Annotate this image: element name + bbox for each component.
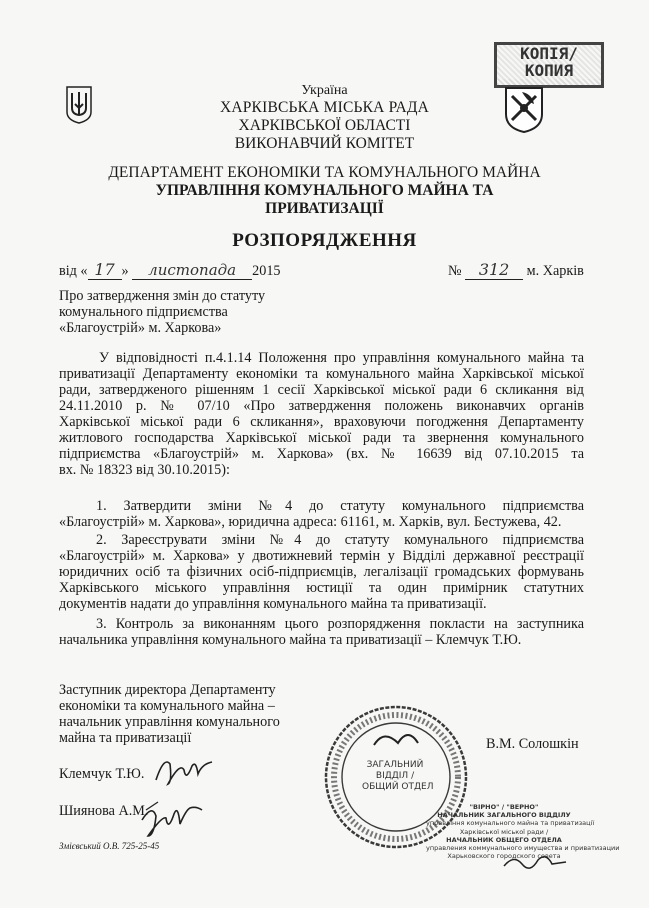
preamble-line: Харківської міської ради 6 скликання», враховуючи погодження Департаменту: [59, 414, 584, 430]
date-prefix: від «: [59, 263, 88, 279]
header-management-line1: УПРАВЛІННЯ КОМУНАЛЬНОГО МАЙНА ТА: [155, 182, 494, 199]
round-seal-line: ЗАГАЛЬНИЙ: [366, 760, 424, 770]
copy-stamp: [494, 42, 604, 88]
cert-stamp-line: НАЧАЛЬНИК ОБЩЕГО ОТДЕЛА: [446, 835, 562, 844]
date-mid: »: [121, 263, 129, 279]
signatory-title-line: майна та приватизації: [59, 730, 192, 746]
round-seal-line: ОБЩИЙ ОТДЕЛ: [362, 782, 434, 792]
item-3-line: 3. Контроль за виконанням цього розпорядження покласти на заступника: [96, 616, 584, 632]
approval-name-1: Клемчук Т.Ю.: [59, 766, 145, 782]
signature-1-icon: [150, 752, 220, 788]
number-label: №: [448, 263, 462, 279]
item-2-line: 2. Зареєструвати зміни №4 до статуту комунального підприємства: [96, 532, 584, 548]
date-month: листопада: [132, 261, 252, 280]
cert-stamp-line: Харківської міської ради /: [459, 827, 549, 836]
preamble-line: житлового господарства Харківської міської ради та звернення комунального: [59, 430, 584, 446]
preamble-line: ради, затвердженого рішенням 1 сесії Харківської міської ради 6 скликання від: [59, 382, 584, 398]
executor-note: Змієвський О.В. 725-25-45: [59, 841, 160, 851]
cert-stamp-line: "ВІРНО" / "ВЕРНО": [469, 803, 539, 811]
cert-stamp-line: управління комунального майна та приватизації: [426, 819, 595, 828]
cert-stamp-line: управления коммунального имущества и приватизации: [426, 844, 620, 853]
signatory-name: В.М. Солошкін: [486, 736, 579, 752]
city-label: м. Харків: [526, 263, 584, 279]
document-title: РОЗПОРЯДЖЕННЯ: [232, 230, 417, 251]
certification-signature-icon: [500, 848, 570, 876]
preamble-line: підприємства «Благоустрій» м. Харкова» (вх. № 16639 від 07.10.2015 та: [59, 446, 584, 462]
copy-stamp-line2: КОПИЯ: [497, 62, 601, 79]
signatory-title-line: економіки та комунального майна –: [59, 698, 275, 714]
header-council: ХАРКІВСЬКА МІСЬКА РАДА: [219, 99, 430, 116]
round-seal-line: ВІДДІЛ /: [375, 771, 415, 781]
header-committee: ВИКОНАВЧИЙ КОМІТЕТ: [234, 135, 415, 152]
item-3-line: начальника управління комунального майна та приватизації – Клемчук Т.Ю.: [59, 632, 522, 648]
date-year: 2015: [252, 263, 281, 279]
date-line: [59, 260, 281, 280]
cert-stamp-line: НАЧАЛЬНИК ЗАГАЛЬНОГО ВІДДІЛУ: [437, 811, 571, 820]
item-2-line: юридичних осіб та фізичних осіб-підприємців, легалізації громадських формувань: [59, 564, 584, 580]
preamble-line: вх. № 18323 від 30.10.2015):: [59, 462, 230, 478]
preamble-line: У відповідності п.4.1.14 Положення про управління комунального майна та: [99, 350, 584, 366]
signature-2-icon: [138, 796, 208, 840]
preamble-line: 24.11.2010 р. № 07/10 «Про затвердження положень виконавчих органів: [59, 398, 584, 414]
copy-stamp-line1: КОПІЯ/: [497, 45, 601, 62]
order-number: 312: [465, 260, 523, 280]
subject-line-3: «Благоустрій» м. Харкова»: [59, 320, 222, 336]
approval-name-2: Шиянова А.М.: [59, 803, 149, 819]
signatory-title-line: начальник управління комунального: [59, 714, 280, 730]
item-2-line: «Благоустрій» м. Харкова» у двотижневий термін у Відділі державної реєстрації: [59, 548, 584, 564]
item-1-line: «Благоустрій» м. Харкова», юридична адреса: 61161, м. Харків, вул. Бестужева, 42.: [59, 514, 562, 530]
subject-line-2: комунального підприємства: [59, 304, 228, 320]
cert-stamp-line: Харьковского городского совета: [447, 852, 561, 861]
date-day: 17: [88, 260, 122, 280]
preamble-line: приватизації Департаменту економіки та комунального майна Харківської міської: [59, 366, 584, 382]
header-region: ХАРКІВСЬКОЇ ОБЛАСТІ: [238, 117, 411, 134]
item-1-line: 1. Затвердити зміни №4 до статуту комунального підприємства: [96, 498, 584, 514]
subject-line-1: Про затвердження змін до статуту: [59, 288, 266, 304]
item-2-line: документів надати до управління комунального майна та приватизації.: [59, 596, 487, 612]
number-block: [448, 260, 584, 280]
item-2-line: Харківського міського управління юстиції та один примірник статутних: [59, 580, 584, 596]
header-department: ДЕПАРТАМЕНТ ЕКОНОМІКИ ТА КОМУНАЛЬНОГО МАЙНА: [108, 164, 541, 181]
header-management-line2: ПРИВАТИЗАЦІЇ: [265, 200, 384, 217]
round-seal-text: [362, 760, 434, 793]
signatory-title-line: Заступник директора Департаменту: [59, 682, 276, 698]
header-country: Україна: [301, 83, 348, 98]
